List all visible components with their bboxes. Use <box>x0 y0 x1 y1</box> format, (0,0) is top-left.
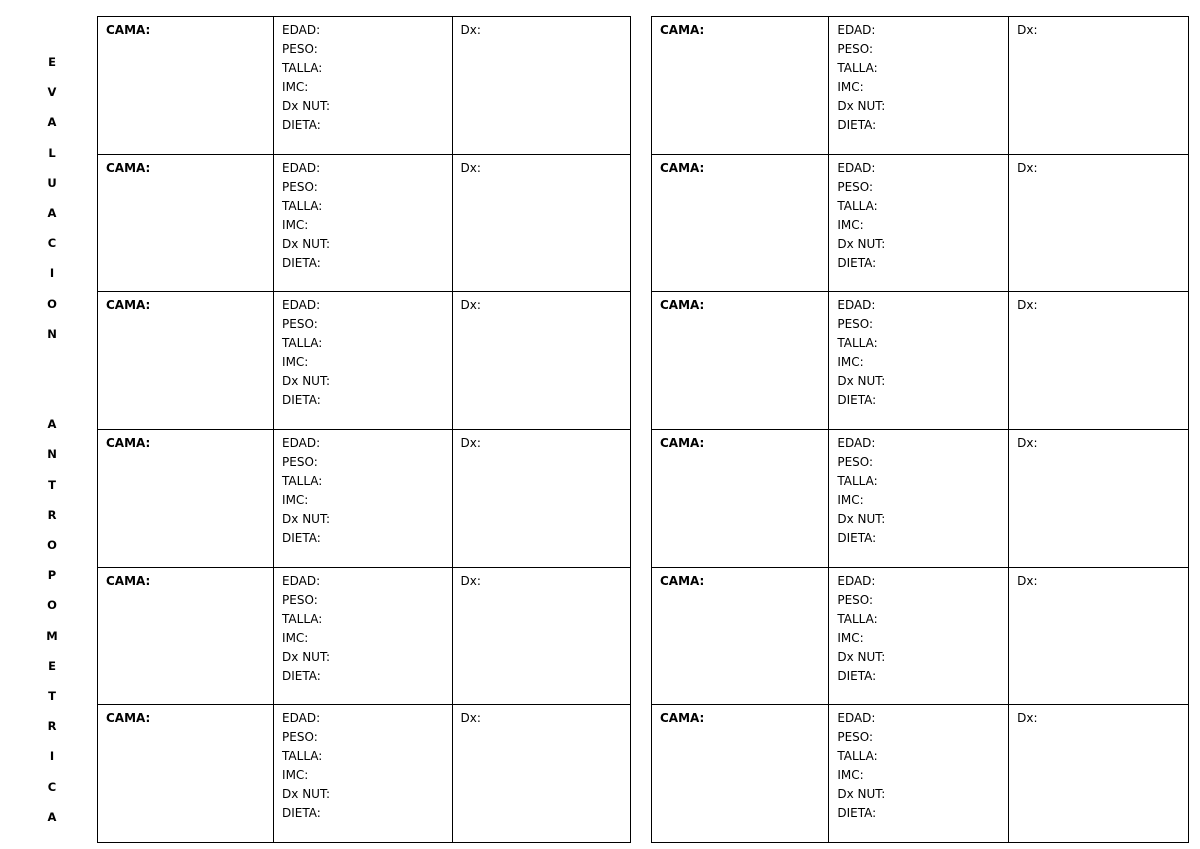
bed-cell[interactable] <box>652 17 829 155</box>
height-label: TALLA: <box>837 474 878 489</box>
nutritional-dx-label: Dx NUT: <box>282 236 331 251</box>
diet-label: DIETA: <box>282 118 321 132</box>
anthropometry-cell[interactable] <box>829 154 1009 292</box>
diagnosis-label: Dx: <box>460 711 481 726</box>
title-letter: T <box>48 688 56 703</box>
diagnosis-cell[interactable] <box>452 705 631 843</box>
bed-label: CAMA: <box>106 160 151 175</box>
patient-row <box>652 292 1189 430</box>
age-label: EDAD: <box>282 160 321 175</box>
diagnosis-label: Dx: <box>1017 160 1038 175</box>
patient-row <box>652 567 1189 705</box>
age-label: EDAD: <box>837 436 876 451</box>
height-label: TALLA: <box>837 749 878 764</box>
nutritional-dx-label: Dx NUT: <box>837 512 886 527</box>
patient-row <box>652 17 1189 155</box>
diagnosis-label: Dx: <box>460 160 481 175</box>
patient-table-left <box>97 16 631 843</box>
anthropometry-cell[interactable] <box>829 292 1009 430</box>
diagnosis-label: Dx: <box>460 573 481 588</box>
age-label: EDAD: <box>282 298 321 313</box>
age-label: EDAD: <box>282 711 321 726</box>
height-label: TALLA: <box>282 749 323 764</box>
bed-label: CAMA: <box>106 298 151 313</box>
nutritional-dx-label: Dx NUT: <box>837 99 886 113</box>
diet-label: DIETA: <box>837 393 877 408</box>
bmi-label: IMC: <box>837 493 864 508</box>
bmi-label: IMC: <box>282 80 309 94</box>
title-letter: I <box>49 266 55 281</box>
bed-label: CAMA: <box>106 436 151 451</box>
nutritional-dx-label: Dx NUT: <box>837 236 886 251</box>
diagnosis-cell[interactable] <box>1009 154 1189 292</box>
diagnosis-label: Dx: <box>1017 436 1038 451</box>
title-letter: C <box>47 779 57 794</box>
title-letter <box>44 386 60 416</box>
bmi-label: IMC: <box>837 768 864 783</box>
weight-label: PESO: <box>837 179 874 194</box>
bed-label: CAMA: <box>660 160 705 175</box>
diagnosis-cell[interactable] <box>1009 567 1189 705</box>
nutritional-dx-label: Dx NUT: <box>282 512 331 527</box>
diet-label: DIETA: <box>282 255 321 270</box>
bed-cell[interactable] <box>652 292 829 430</box>
title-letter: R <box>47 507 57 522</box>
title-letter: V <box>47 85 57 100</box>
title-letter: O <box>47 296 57 311</box>
anthropometry-cell[interactable] <box>274 567 452 705</box>
height-label: TALLA: <box>282 198 323 213</box>
diet-label: DIETA: <box>837 806 877 821</box>
title-letter: E <box>48 658 56 673</box>
diagnosis-cell[interactable] <box>1009 430 1189 568</box>
diagnosis-label: Dx: <box>460 436 481 451</box>
title-letter: T <box>48 477 56 492</box>
diagnosis-label: Dx: <box>460 298 481 313</box>
diagnosis-cell[interactable] <box>452 567 631 705</box>
age-label: EDAD: <box>282 23 321 37</box>
age-label: EDAD: <box>282 573 321 588</box>
patient-row <box>652 154 1189 292</box>
bed-cell[interactable] <box>98 17 274 155</box>
anthropometry-cell[interactable] <box>274 430 452 568</box>
weight-label: PESO: <box>837 592 874 607</box>
nutritional-dx-label: Dx NUT: <box>837 787 886 802</box>
age-label: EDAD: <box>282 436 321 451</box>
diagnosis-label: Dx: <box>1017 23 1038 37</box>
title-letter: U <box>47 175 57 190</box>
patient-row <box>652 430 1189 568</box>
title-letter: M <box>46 628 58 643</box>
bmi-label: IMC: <box>282 217 309 232</box>
weight-label: PESO: <box>282 455 318 470</box>
diet-label: DIETA: <box>282 668 321 683</box>
age-label: EDAD: <box>837 160 876 175</box>
bed-label: CAMA: <box>660 573 705 588</box>
weight-label: PESO: <box>282 592 318 607</box>
weight-label: PESO: <box>837 42 874 56</box>
nutritional-dx-label: Dx NUT: <box>282 374 331 389</box>
title-letter: A <box>47 809 57 824</box>
bed-cell[interactable] <box>98 292 274 430</box>
weight-label: PESO: <box>282 179 318 194</box>
bmi-label: IMC: <box>837 355 864 370</box>
patient-table-right <box>651 16 1189 843</box>
title-letter: R <box>47 719 57 734</box>
title-letter: N <box>47 447 57 462</box>
height-label: TALLA: <box>837 61 878 75</box>
diagnosis-label: Dx: <box>1017 573 1038 588</box>
anthropometry-cell[interactable] <box>829 567 1009 705</box>
weight-label: PESO: <box>282 42 318 56</box>
bed-cell[interactable] <box>652 705 829 843</box>
nutritional-dx-label: Dx NUT: <box>282 649 331 664</box>
bmi-label: IMC: <box>837 80 864 94</box>
anthropometry-cell[interactable] <box>829 17 1009 155</box>
height-label: TALLA: <box>837 611 878 626</box>
age-label: EDAD: <box>837 573 876 588</box>
diet-label: DIETA: <box>837 668 877 683</box>
patient-row <box>652 705 1189 843</box>
bmi-label: IMC: <box>837 217 864 232</box>
bmi-label: IMC: <box>837 630 864 645</box>
bed-label: CAMA: <box>660 436 705 451</box>
diagnosis-cell[interactable] <box>1009 292 1189 430</box>
height-label: TALLA: <box>282 611 323 626</box>
bed-cell[interactable] <box>98 705 274 843</box>
weight-label: PESO: <box>837 317 874 332</box>
diagnosis-cell[interactable] <box>452 154 631 292</box>
nutritional-dx-label: Dx NUT: <box>282 99 331 113</box>
title-letter: O <box>47 598 57 613</box>
patient-row <box>98 567 631 705</box>
title-letter: L <box>48 145 56 160</box>
diagnosis-cell[interactable] <box>452 17 631 155</box>
bed-label: CAMA: <box>106 711 151 726</box>
height-label: TALLA: <box>282 336 323 351</box>
anthropometry-cell[interactable] <box>829 705 1009 843</box>
height-label: TALLA: <box>282 61 323 75</box>
bed-cell[interactable] <box>652 430 829 568</box>
age-label: EDAD: <box>837 298 876 313</box>
bed-label: CAMA: <box>660 711 705 726</box>
bed-cell[interactable] <box>98 567 274 705</box>
diet-label: DIETA: <box>837 118 877 132</box>
weight-label: PESO: <box>282 730 318 745</box>
anthropometry-cell[interactable] <box>829 430 1009 568</box>
anthropometry-cell[interactable] <box>274 292 452 430</box>
bed-cell[interactable] <box>98 430 274 568</box>
title-letter: A <box>47 205 57 220</box>
anthropometry-cell[interactable] <box>274 17 452 155</box>
diet-label: DIETA: <box>282 393 321 408</box>
diet-label: DIETA: <box>837 255 877 270</box>
bed-label: CAMA: <box>106 573 151 588</box>
patient-row <box>98 17 631 155</box>
title-letter: E <box>48 55 56 69</box>
bmi-label: IMC: <box>282 768 309 783</box>
diagnosis-cell[interactable] <box>1009 17 1189 155</box>
title-letter: I <box>49 749 55 764</box>
bed-label: CAMA: <box>660 298 705 313</box>
bed-cell[interactable] <box>652 567 829 705</box>
anthropometry-cell[interactable] <box>274 154 452 292</box>
bed-label: CAMA: <box>106 23 151 37</box>
diagnosis-label: Dx: <box>1017 711 1038 726</box>
weight-label: PESO: <box>837 730 874 745</box>
title-letter: C <box>47 236 57 251</box>
nutritional-dx-label: Dx NUT: <box>837 374 886 389</box>
bed-cell[interactable] <box>652 154 829 292</box>
height-label: TALLA: <box>837 336 878 351</box>
diagnosis-cell[interactable] <box>1009 705 1189 843</box>
patient-row <box>98 154 631 292</box>
nutritional-dx-label: Dx NUT: <box>837 649 886 664</box>
age-label: EDAD: <box>837 23 876 37</box>
diet-label: DIETA: <box>837 531 877 546</box>
diagnosis-cell[interactable] <box>452 292 631 430</box>
bmi-label: IMC: <box>282 355 309 370</box>
bmi-label: IMC: <box>282 630 309 645</box>
nutritional-dx-label: Dx NUT: <box>282 787 331 802</box>
bed-cell[interactable] <box>98 154 274 292</box>
diet-label: DIETA: <box>282 531 321 546</box>
diagnosis-label: Dx: <box>1017 298 1038 313</box>
diet-label: DIETA: <box>282 806 321 821</box>
title-letter: A <box>47 115 57 130</box>
vertical-title <box>44 54 60 839</box>
bed-label: CAMA: <box>660 23 705 37</box>
title-letter: P <box>47 568 57 583</box>
height-label: TALLA: <box>837 198 878 213</box>
title-letter: N <box>47 326 57 341</box>
diagnosis-label: Dx: <box>460 23 481 37</box>
weight-label: PESO: <box>282 317 318 332</box>
patient-row <box>98 705 631 843</box>
anthropometry-cell[interactable] <box>274 705 452 843</box>
patient-row <box>98 430 631 568</box>
diagnosis-cell[interactable] <box>452 430 631 568</box>
height-label: TALLA: <box>282 474 323 489</box>
age-label: EDAD: <box>837 711 876 726</box>
patient-row <box>98 292 631 430</box>
weight-label: PESO: <box>837 455 874 470</box>
title-letter: O <box>47 538 57 552</box>
title-letter: A <box>47 417 57 432</box>
bmi-label: IMC: <box>282 493 309 508</box>
title-letter <box>44 356 60 386</box>
